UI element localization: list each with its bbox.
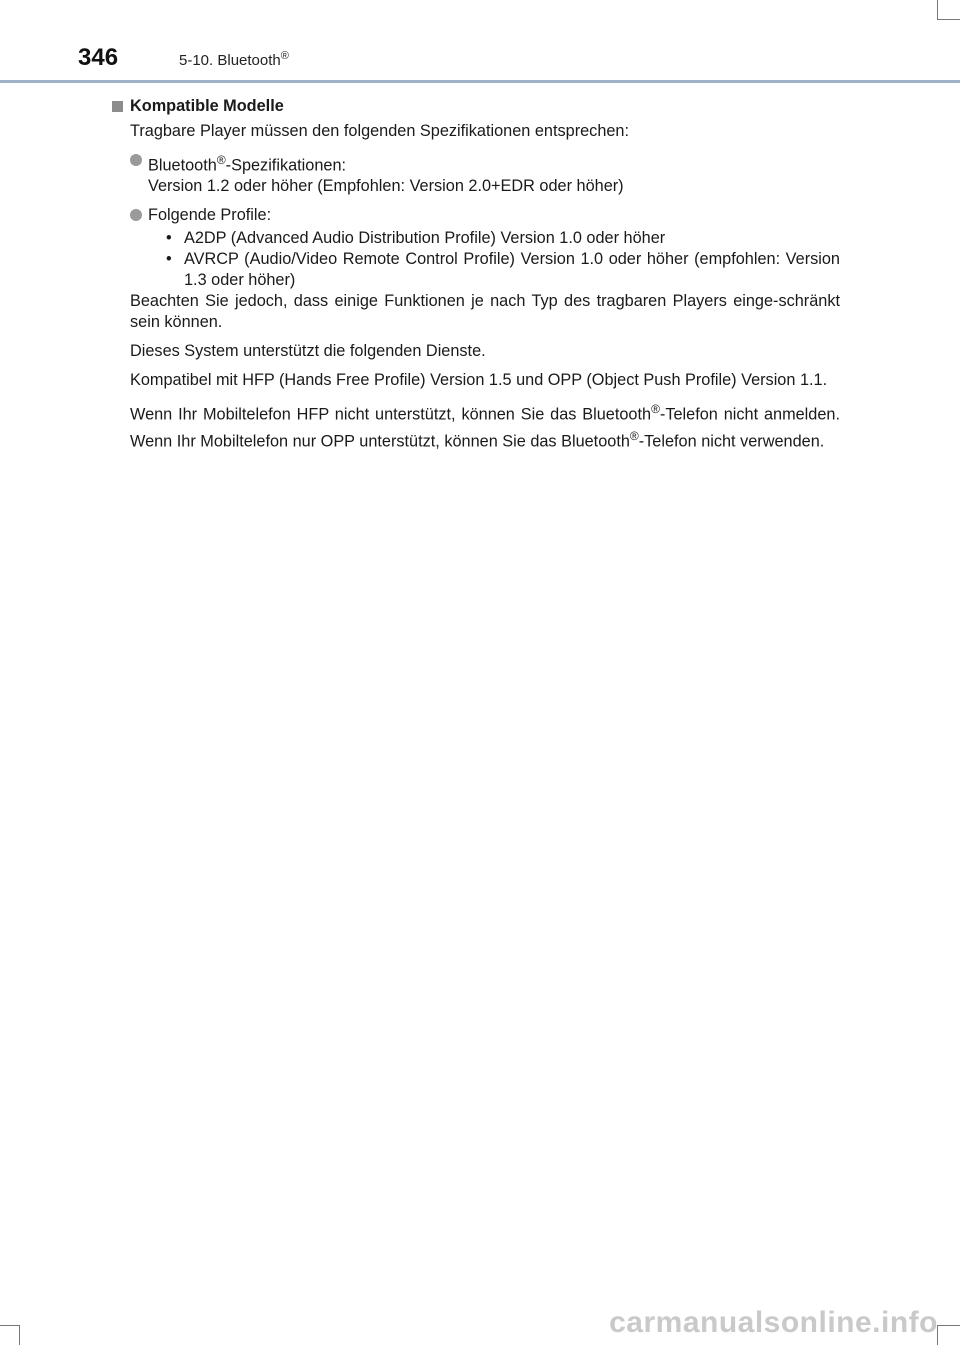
- dot-mark: •: [166, 250, 172, 269]
- square-bullet-icon: [112, 101, 123, 112]
- bullet-lead: Bluetooth: [148, 156, 217, 175]
- list-item: [166, 249, 840, 291]
- page-number: 346: [78, 44, 119, 71]
- note-text-c: -Telefon nicht verwenden.: [638, 432, 825, 451]
- note-text-a: Wenn Ihr Mobiltelefon HFP nicht unterstützt, können Sie das Bluetooth: [130, 405, 652, 424]
- heading-text: Kompatible Modelle: [130, 97, 284, 115]
- main-content: [112, 96, 840, 460]
- subsection-heading: [112, 96, 840, 117]
- paragraph-services: Dieses System unterstützt die folgenden Dienste.: [130, 342, 486, 361]
- registered-mark: ®: [629, 428, 639, 443]
- list-item: [166, 228, 840, 249]
- bullet-lead-rest: -Spezifikationen:: [225, 156, 347, 175]
- bullet-bluetooth-spec: [130, 150, 840, 197]
- bullet-lead: Folgende Profile:: [148, 206, 272, 225]
- dot-mark: •: [166, 229, 172, 248]
- paragraph-compatibility: Kompatibel mit HFP (Hands Free Profile) Version 1.5 und OPP (Object Push Profile) Version 1.1.: [130, 371, 828, 390]
- paragraph-hfp-note: [130, 399, 840, 452]
- watermark-logo: carmanualsonline.info: [609, 1306, 938, 1339]
- registered-mark: ®: [651, 402, 660, 417]
- bullet-profiles: [130, 205, 840, 291]
- crop-mark: [937, 1325, 960, 1326]
- list-item-text: A2DP (Advanced Audio Distribution Profile) Version 1.0 oder höher: [184, 229, 666, 248]
- crop-mark: [19, 1325, 20, 1345]
- registered-mark: ®: [280, 50, 289, 62]
- bullet-detail: Version 1.2 oder höher (Empfohlen: Version 2.0+EDR oder höher): [148, 177, 624, 196]
- section-title: [179, 50, 289, 69]
- crop-mark: [0, 1325, 20, 1326]
- note-text-b: -Telefon nicht anmelden. Wenn Ihr Mobiltelefon nur OPP unterstützt, können Sie das Bluetooth: [130, 405, 840, 451]
- profile-list: [148, 228, 840, 291]
- list-item-text: AVRCP (Audio/Video Remote Control Profile) Version 1.0 oder höher (empfohlen: Version 1.3 oder höher): [184, 250, 840, 290]
- crop-mark: [937, 0, 938, 20]
- circle-bullet-icon: [130, 154, 142, 166]
- registered-mark: ®: [216, 153, 226, 167]
- crop-mark: [937, 19, 960, 20]
- circle-bullet-icon: [130, 209, 142, 221]
- header-rule: [0, 80, 960, 83]
- section-title-text: 5-10. Bluetooth: [179, 52, 281, 69]
- paragraph-limitations: Beachten Sie jedoch, dass einige Funktionen je nach Typ des tragbaren Players einge-schränkt sein können.: [130, 292, 840, 332]
- intro-paragraph: Tragbare Player müssen den folgenden Spezifikationen entsprechen:: [130, 122, 630, 140]
